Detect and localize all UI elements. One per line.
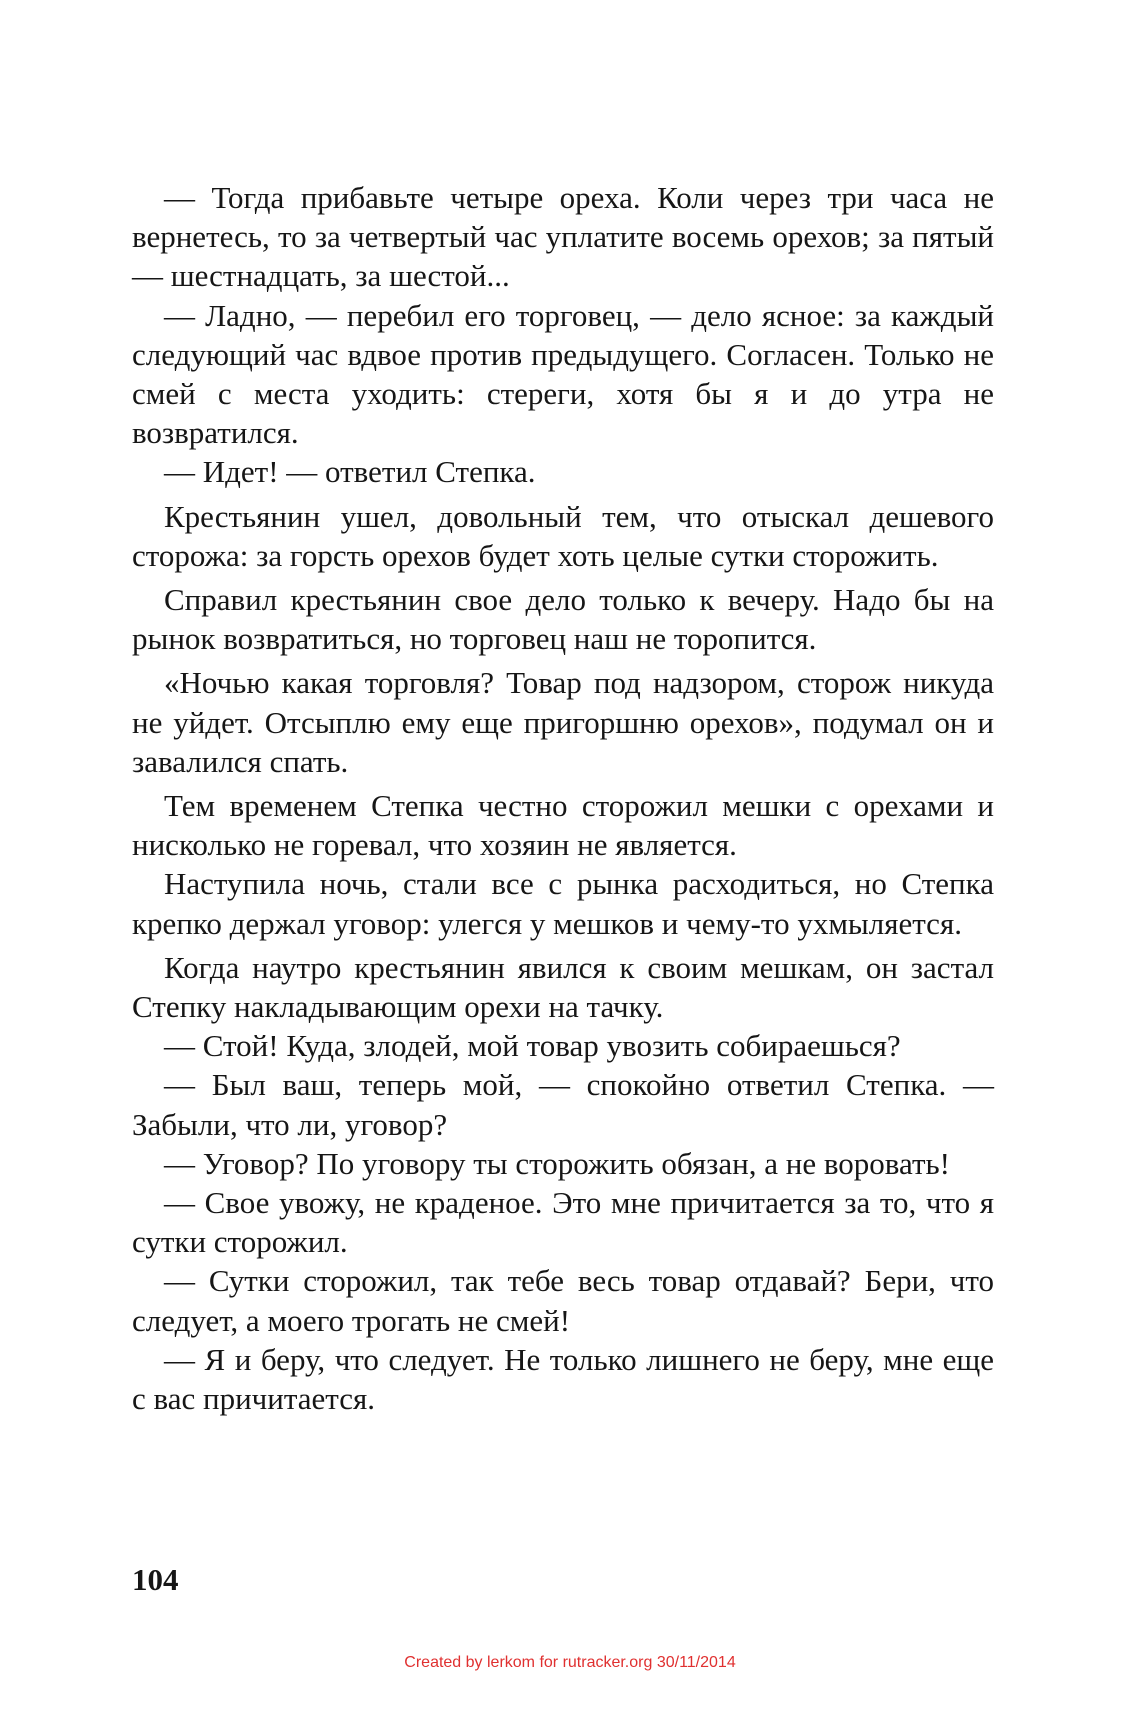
paragraph-3: — Идет! — ответил Степка. [164,454,536,490]
paragraph-1: — Тогда прибавьте четыре ореха. Коли через три часа не вернетесь, то за четвертый час уплатите восемь орехов; за пятый — шестнадцать, за шестой... [132,180,994,294]
page-number: 104 [132,1562,179,1597]
footer-credit: Created by lerkom for rutracker.org 30/11/2014 [404,1654,736,1671]
paragraph-2: — Ладно, — перебил его торговец, — дело ясное: за каждый следующий час вдвое против предыдущего. Согласен. Только не смей с места уходить: стереги, хотя бы я и до утра не возвратился. [132,297,994,451]
paragraph-15: — Я и беру, что следует. Не только лишнего не беру, мне еще с вас причитается. [132,1341,994,1417]
paragraph-5: Справил крестьянин свое дело только к вечеру. Надо бы на рынок возвратиться, но торговец наш не торопится. [132,582,994,657]
paragraph-14: — Сутки сторожил, так тебе весь товар отдавай? Бери, что следует, а моего трогать не смей! [132,1263,994,1338]
paragraph-7: Тем временем Степка честно сторожил мешки с орехами и нисколько не горевал, что хозяин не является. [132,788,994,863]
body-text [132,178,994,1418]
paragraph-6: «Ночью какая торговля? Товар под надзором, сторож никуда не уйдет. Отсыплю ему еще пригоршню орехов», подумал он и завалился спать. [132,665,994,779]
paragraph-4: Крестьянин ушел, довольный тем, что отыскал дешевого сторожа: за горсть орехов будет хоть целые сутки сторожить. [132,498,994,573]
paragraph-9: Когда наутро крестьянин явился к своим мешкам, он застал Степку накладывающим орехи на тачку. [132,949,994,1025]
paragraph-13: — Свое увожу, не краденое. Это мне причитается за то, что я сутки сторожил. [132,1185,994,1260]
paragraph-12: — Уговор? По уговору ты сторожить обязан, а не воровать! [164,1145,950,1181]
paragraph-11: — Был ваш, теперь мой, — спокойно ответил Степка. — Забыли, что ли, уговор? [132,1067,994,1142]
paragraph-8: Наступила ночь, стали все с рынка расходиться, но Степка крепко держал уговор: улегся у мешков и чему-то ухмыляется. [132,866,994,941]
paragraph-10: — Стой! Куда, злодей, мой товар увозить собираешься? [164,1028,901,1064]
